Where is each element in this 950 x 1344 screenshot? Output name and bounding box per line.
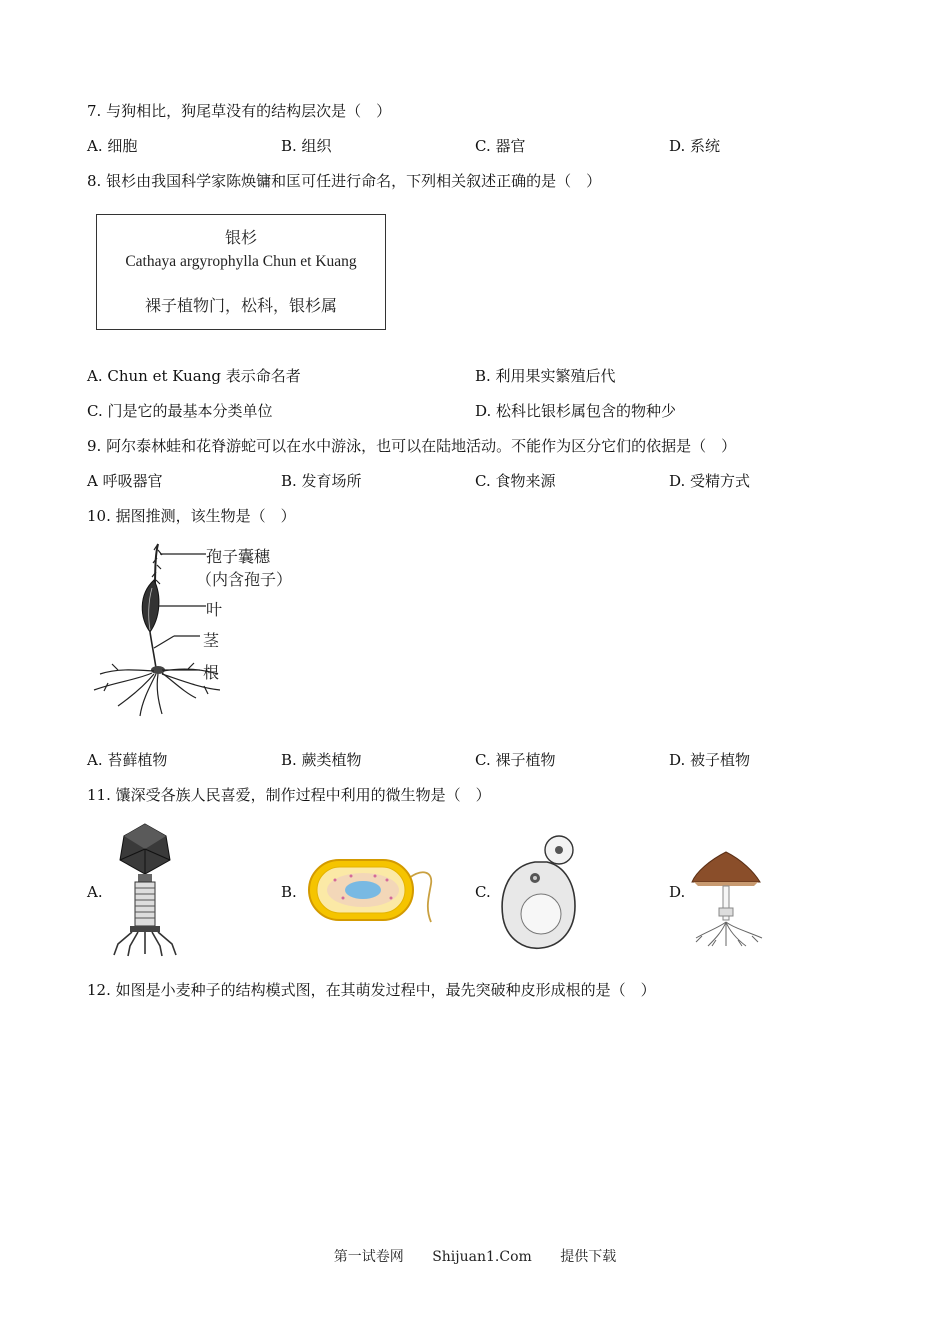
q11-option-c-letter: C. — [475, 883, 491, 901]
q9-option-d: D. 受精方式 — [669, 472, 751, 490]
label-leaf: 叶 — [206, 600, 223, 619]
bacterium-icon — [305, 850, 440, 930]
q11-option-b-letter: B. — [281, 883, 297, 901]
question-8-stem: 8. 银杉由我国科学家陈焕镛和匡可任进行命名，下列相关叙述正确的是（ ） — [87, 172, 602, 190]
question-9-stem: 9. 阿尔泰林蛙和花脊游蛇可以在水中游泳，也可以在陆地活动。不能作为区分它们的依据是（ ） — [87, 437, 737, 455]
q9-option-c: C. 食物来源 — [475, 472, 556, 490]
q7-option-b: B. 组织 — [281, 137, 332, 155]
yeast-icon — [495, 832, 585, 952]
question-12-stem: 12. 如图是小麦种子的结构模式图，在其萌发过程中，最先突破种皮形成根的是（ ） — [87, 981, 656, 999]
question-10-stem: 10. 据图推测，该生物是（ ） — [87, 507, 296, 525]
footer-domain[interactable]: Shijuan1.Com — [432, 1249, 532, 1265]
label-root: 根 — [203, 663, 220, 682]
q7-option-c: C. 器官 — [475, 137, 526, 155]
box-scientific-name: Cathaya argyrophylla Chun et Kuang — [125, 253, 357, 270]
species-name-box — [96, 214, 386, 330]
label-spore-spike: 孢子囊穗 — [206, 547, 271, 566]
q11-option-a-letter: A. — [87, 883, 103, 901]
q9-option-b: B. 发育场所 — [281, 472, 362, 490]
q7-option-a: A. 细胞 — [87, 137, 138, 155]
box-common-name: 银杉 — [224, 228, 257, 247]
label-stem: 茎 — [203, 631, 220, 650]
q7-option-d: D. 系统 — [669, 137, 721, 155]
box-classification: 裸子植物门，松科，银杉属 — [144, 296, 337, 315]
q10-option-a: A. 苔藓植物 — [87, 751, 168, 769]
virus-icon — [108, 822, 183, 957]
q8-option-c: C. 门是它的最基本分类单位 — [87, 402, 273, 420]
q8-option-d: D. 松科比银杉属包含的物种少 — [475, 402, 677, 420]
label-spore-note: （内含孢子） — [196, 570, 293, 589]
question-11-stem: 11. 馕深受各族人民喜爱，制作过程中利用的微生物是（ ） — [87, 786, 491, 804]
page-footer — [0, 1246, 950, 1266]
q8-option-a: A. Chun et Kuang 表示命名者 — [87, 367, 301, 385]
footer-note: 提供下载 — [560, 1249, 617, 1265]
q8-option-b: B. 利用果实繁殖后代 — [475, 367, 616, 385]
q11-option-d-letter: D. — [669, 883, 686, 901]
q9-option-a: A 呼吸器官 — [87, 472, 163, 490]
q10-option-b: B. 蕨类植物 — [281, 751, 362, 769]
footer-site-name: 第一试卷网 — [333, 1249, 404, 1265]
q10-option-d: D. 被子植物 — [669, 751, 751, 769]
mushroom-icon — [688, 850, 768, 950]
q10-option-c: C. 裸子植物 — [475, 751, 556, 769]
question-7-stem: 7. 与狗相比，狗尾草没有的结构层次是（ ） — [87, 102, 392, 120]
